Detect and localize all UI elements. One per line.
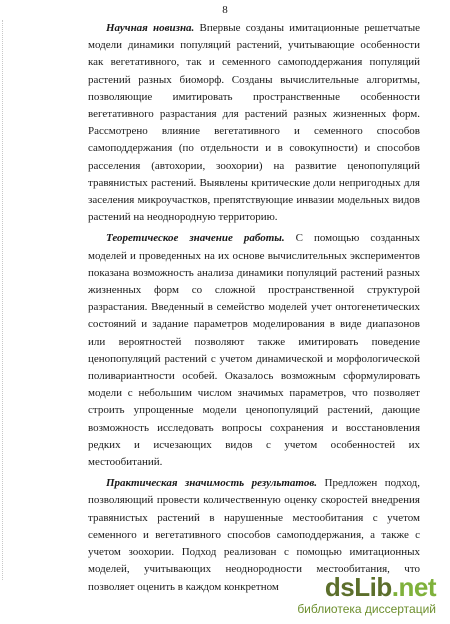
watermark-logo [325, 572, 436, 603]
heading-practical: Практическая значимость результатов. [106, 477, 318, 490]
scan-edge-marks [2, 20, 13, 580]
document-body [88, 20, 420, 596]
watermark-logo-suffix: .net [391, 572, 436, 602]
dslib-watermark [270, 572, 440, 618]
paragraph-novelty [88, 20, 420, 226]
text-practical: Предложен подход, позволяющий провести количественную оценку скоростей внедрения травянистых растений в нарушенные местообитания с учетом семенного и вегетативного способов самоподдержания, а также с учетом зоохории. Подход реализован с помощью имитационных моделей, учитывающих неоднородности местообитания, что позволяет оценить в каждом конкретном [88, 477, 421, 593]
heading-novelty: Научная новизна. [106, 22, 195, 34]
heading-theoretical: Теоретическое значение работы. [106, 232, 285, 245]
page-number: 8 [222, 4, 228, 16]
text-novelty: Впервые созданы имитационные решетчатые модели динамики популяций растений, учитывающие особенности как вегетативного, так и семенного самоподдержания популяций растений разных биоморф. Созданы вычислительные алгоритмы, позволяющие имитировать пространственные особенности вегетативного разрастания для растений разных жизненных форм. Рассмотрено влияние вегетативного и семенного способов самоподдержания (по отдельности и в совокупности) и способов расселения (автохории, зоохории) на развитие ценопопуляций травянистых растений. Выявлены критические доли непригодных для заселения микроучастков, препятствующие инвазии модельных видов растений на неоднородную территорию. [88, 22, 420, 224]
watermark-tagline: библиотека диссертаций [297, 602, 436, 616]
watermark-logo-main: dsLib [324, 572, 392, 602]
paragraph-theoretical [88, 230, 420, 471]
text-theoretical: С помощью созданных моделей и проведенных на их основе вычислительных экспериментов показана возможность анализа динамики популяций растений разных жизненных форм со сложной пространственной структурой разрастания. Введенный в семейство моделей учет онтогенетических состояний и задание параметров моделирования в виде диапазонов или вероятностей позволяют также имитировать поведение ценопопуляций растений с учетом динамической и морфологической поливариантности особей. Оказалось возможным сформулировать модели с небольшим числом значимых параметров, что позволяет строить упрощенные модели ценопопуляций растений, дающие возможность исследовать вопросы сохранения и восстановления редких и исчезающих видов с учетом особенностей их местообитаний. [88, 232, 421, 469]
